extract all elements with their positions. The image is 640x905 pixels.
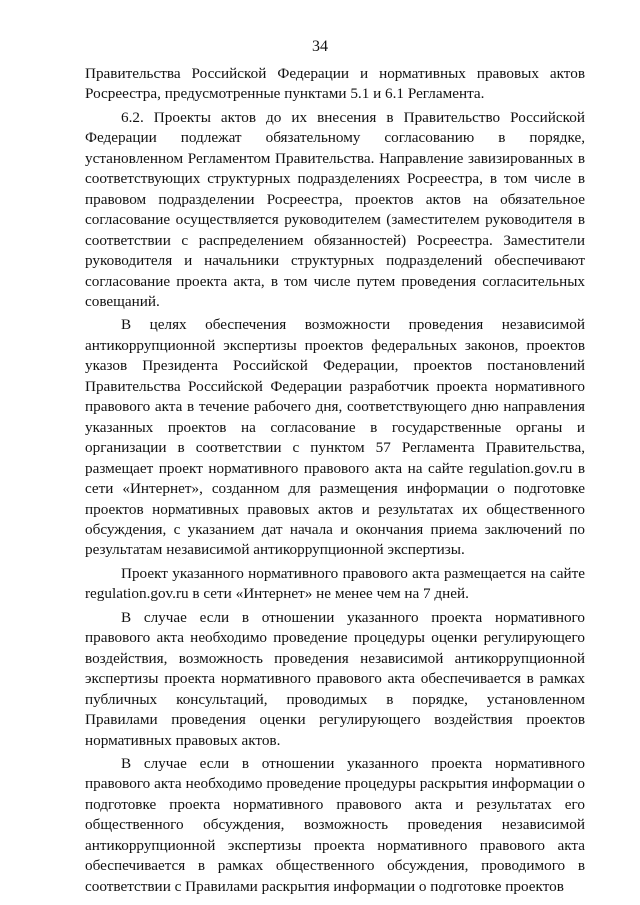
- paragraph-continuation: Правительства Российской Федерации и нормативных правовых актов Росреестра, предусмотренные пунктами 5.1 и 6.1 Регламента.: [85, 65, 585, 103]
- paragraph-regulatory-impact: В случае если в отношении указанного проекта нормативного правового акта необходимо проведение процедуры оценки регулирующего воздействия, возможность проведения независимой антикоррупционной экспертизы проекта нормативного правового акта обеспечивается в рамках публичных консультаций, проводимых в порядке, установленном Правилами проведения оценки регулирующего воздействия проектов нормативных правовых актов.: [85, 608, 585, 749]
- paragraph-public-discussion: В случае если в отношении указанного проекта нормативного правового акта необходимо проведение процедуры раскрытия информации о подготовке проекта нормативного правового акта и результатах его общественного обсуждения, возможность проведения независимой антикоррупционной экспертизы проекта нормативного правового акта обеспечивается в рамках общественного обсуждения, проводимого в соответствии с Правилами раскрытия информации о подготовке проектов: [85, 754, 585, 895]
- paragraph-anticorruption-expertise: В целях обеспечения возможности проведения независимой антикоррупционной экспертизы проектов федеральных законов, проектов указов Президента Российской Федерации, проектов постановлений Правительства Российской Федерации разработчик проекта нормативного правового акта в течение рабочего дня, соответствующего дню направления указанных проектов на согласование в государственные органы и организации в соответствии с пунктом 57 Регламента Правительства, размещает проект нормативного правового акта на сайте regulation.gov.ru в сети «Интернет», созданном для размещения информации о подготовке проектов нормативных правовых актов и результатах их общественного обсуждения, с указанием дат начала и окончания приема заключений по результатам независимой антикоррупционной экспертизы.: [85, 316, 585, 559]
- paragraph-6-2: 6.2. Проекты актов до их внесения в Правительство Российской Федерации подлежат обязательному согласованию в порядке, установленном Регламентом Правительства. Направление завизированных в соответствующих структурных подразделениях Росреестра, в том числе в правовом подразделении Росреестра, проектов актов на обязательное согласование осуществляется руководителем (заместителем руководителя в соответствии с распределением обязанностей) Росреестра. Заместители руководителя и начальники структурных подразделений обеспечивают согласование проекта акта, в том числе путем проведения согласительных совещаний.: [85, 108, 585, 310]
- page-number: 34: [312, 38, 328, 55]
- document-body: [85, 64, 585, 897]
- paragraph-placement-period: Проект указанного нормативного правового акта размещается на сайте regulation.gov.ru в сети «Интернет» не менее чем на 7 дней.: [85, 564, 585, 603]
